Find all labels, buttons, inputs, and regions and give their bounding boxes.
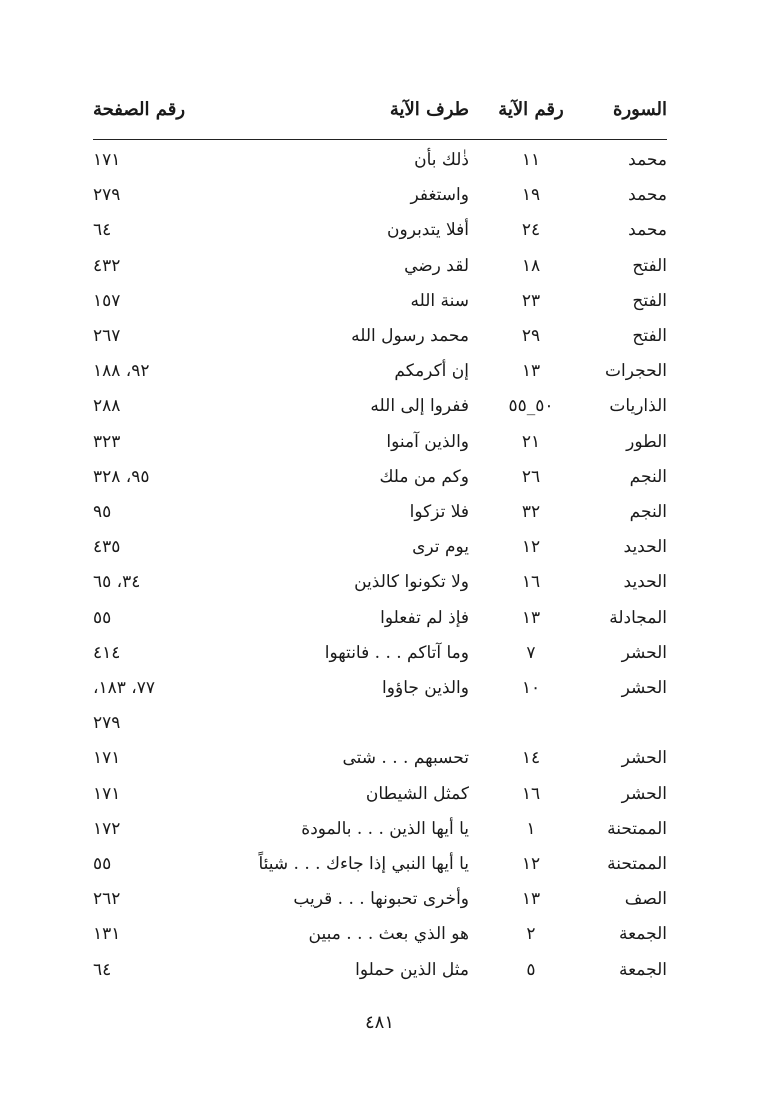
verse-start: فلا تزكوا [409,502,469,522]
table-row [0,394,759,429]
header-surah: السورة [613,99,667,120]
surah-name: الحشر [621,642,667,663]
page-reference: ٢٧٩ [93,185,121,206]
verse-number: ١٠ [521,678,541,698]
page-reference: ٥٥ [93,607,112,628]
header-verse-number: رقم الآية [498,99,564,120]
surah-name: الصف [624,889,667,910]
page-reference: ٦٤ [93,220,112,241]
verse-number: ١٣ [521,361,541,382]
page-reference: ٢٦٢ [93,889,121,910]
verse-number: ١٦ [521,783,541,804]
table-row [0,430,759,465]
table-row [0,782,759,817]
surah-name: الجمعة [618,959,667,980]
verse-number: ١٢ [521,537,541,558]
verse-number: ١٢ [521,854,541,874]
verse-number: ٧ [526,642,536,663]
verse-start: سنة الله [410,290,469,311]
page-reference: ٤٣٢ [93,255,121,276]
table-row [0,148,759,183]
header-divider [93,139,667,140]
page-reference: ٩٥، ٣٢٨ [93,466,150,487]
table-row [0,535,759,570]
table-row [0,570,759,605]
surah-name: النجم [629,502,667,522]
verse-start: يا أيها النبي إذا جاءك . . . شيئاً [258,854,469,874]
verse-number: ٥ [526,959,536,980]
table-row [0,817,759,852]
table-row [0,465,759,500]
surah-name: الحشر [621,748,667,769]
table-row [0,324,759,359]
page-reference: ٤١٤ [93,642,121,663]
verse-start: فإذ لم تفعلوا [380,607,469,628]
verse-start: وما آتاكم . . . فانتهوا [324,642,469,663]
verse-start: واستغفر [410,185,469,206]
verse-number: ١٣ [521,607,541,628]
verse-number: ٢١ [521,431,541,452]
surah-name: الفتح [632,255,667,276]
surah-name: الفتح [632,290,667,311]
page-reference: ٦٤ [93,959,112,980]
verse-number: ٢٣ [521,290,541,311]
page-reference: ٧٧، ١٨٣، [93,678,156,698]
page-reference: ١٧٢ [93,818,121,839]
verse-number: ١٤ [521,748,541,769]
table-row [0,254,759,289]
page-reference: ٤٣٥ [93,537,121,558]
surah-name: الحشر [621,678,667,698]
surah-name: الذاريات [609,396,667,417]
page-number: ٤٨١ [364,1012,394,1033]
page-reference: ١٧١ [93,748,121,769]
verse-start: هو الذي بعث . . . مبين [308,924,469,945]
surah-name: الحشر [621,783,667,804]
verse-start: أفلا يتدبرون [387,220,469,241]
page-reference: ٩٢، ١٨٨ [93,361,150,382]
table-row [0,500,759,535]
verse-start: يوم ترى [412,537,469,558]
page-reference: ١٣١ [93,924,121,945]
page-reference: ٩٥ [93,502,112,522]
verse-number: ١٦ [521,572,541,593]
page-reference: ١٧١ [93,150,121,170]
verse-start: والذين آمنوا [386,431,469,452]
verse-number: ٢٤ [521,220,541,241]
verse-start: تحسبهم . . . شتى [342,748,469,769]
table-row [0,641,759,676]
table-row [0,711,759,746]
verse-start: محمد رسول الله [351,326,469,346]
surah-name: محمد [628,220,667,241]
surah-name: الحديد [623,572,667,593]
page-reference: ٢٧٩ [93,713,121,734]
surah-name: الحديد [623,537,667,558]
table-header [0,92,759,132]
verse-number: ١١ [521,150,541,170]
surah-name: الطور [626,431,667,452]
surah-name: محمد [628,150,667,170]
page-reference: ٣٤، ٦٥ [93,572,141,593]
verse-start: ففروا إلى الله [370,396,469,417]
verse-number: ٢٦ [521,466,541,487]
table-row [0,218,759,253]
verse-number: ١٣ [521,889,541,910]
table-row [0,922,759,957]
verse-number: ٥٠_٥٥ [508,396,554,417]
table-row [0,746,759,781]
header-page-number: رقم الصفحة [93,99,186,120]
verse-start: وأخرى تحبونها . . . قريب [293,889,469,910]
table-row [0,852,759,887]
surah-name: المجادلة [609,607,667,628]
table-row [0,606,759,641]
verse-number: ١ [526,818,536,839]
header-verse-start: طرف الآية [389,99,469,120]
verse-start: إن أكرمكم [394,361,469,382]
page-reference: ٢٨٨ [93,396,121,417]
table-row [0,183,759,218]
verse-start: كمثل الشيطان [365,783,469,804]
verse-start: يا أيها الذين . . . بالمودة [301,818,469,839]
verse-number: ١٩ [521,185,541,206]
verse-start: ولا تكونوا كالذين [354,572,469,593]
table-row [0,958,759,993]
verse-number: ٣٢ [521,502,541,522]
verse-start: ذٰلك بأن [414,150,469,170]
verse-number: ١٨ [521,255,541,276]
page-reference: ١٧١ [93,783,121,804]
verse-start: والذين جاؤوا [382,678,469,698]
surah-name: الحجرات [605,361,667,382]
surah-name: الممتحنة [607,854,667,874]
verse-number: ٢٩ [521,326,541,346]
verse-start: وكم من ملك [379,466,469,487]
table-row [0,289,759,324]
page-reference: ٣٢٣ [93,431,121,452]
table-row [0,359,759,394]
verse-start: لقد رضي [404,255,469,276]
table-row [0,676,759,711]
surah-name: الممتحنة [607,818,667,839]
surah-name: النجم [629,466,667,487]
surah-name: الفتح [632,326,667,346]
surah-name: الجمعة [618,924,667,945]
page-reference: ٥٥ [93,854,112,874]
table-row [0,887,759,922]
page-reference: ١٥٧ [93,290,121,311]
surah-name: محمد [628,185,667,206]
page-reference: ٢٦٧ [93,326,121,346]
verse-start: مثل الذين حملوا [355,959,469,980]
verse-number: ٢ [526,924,536,945]
